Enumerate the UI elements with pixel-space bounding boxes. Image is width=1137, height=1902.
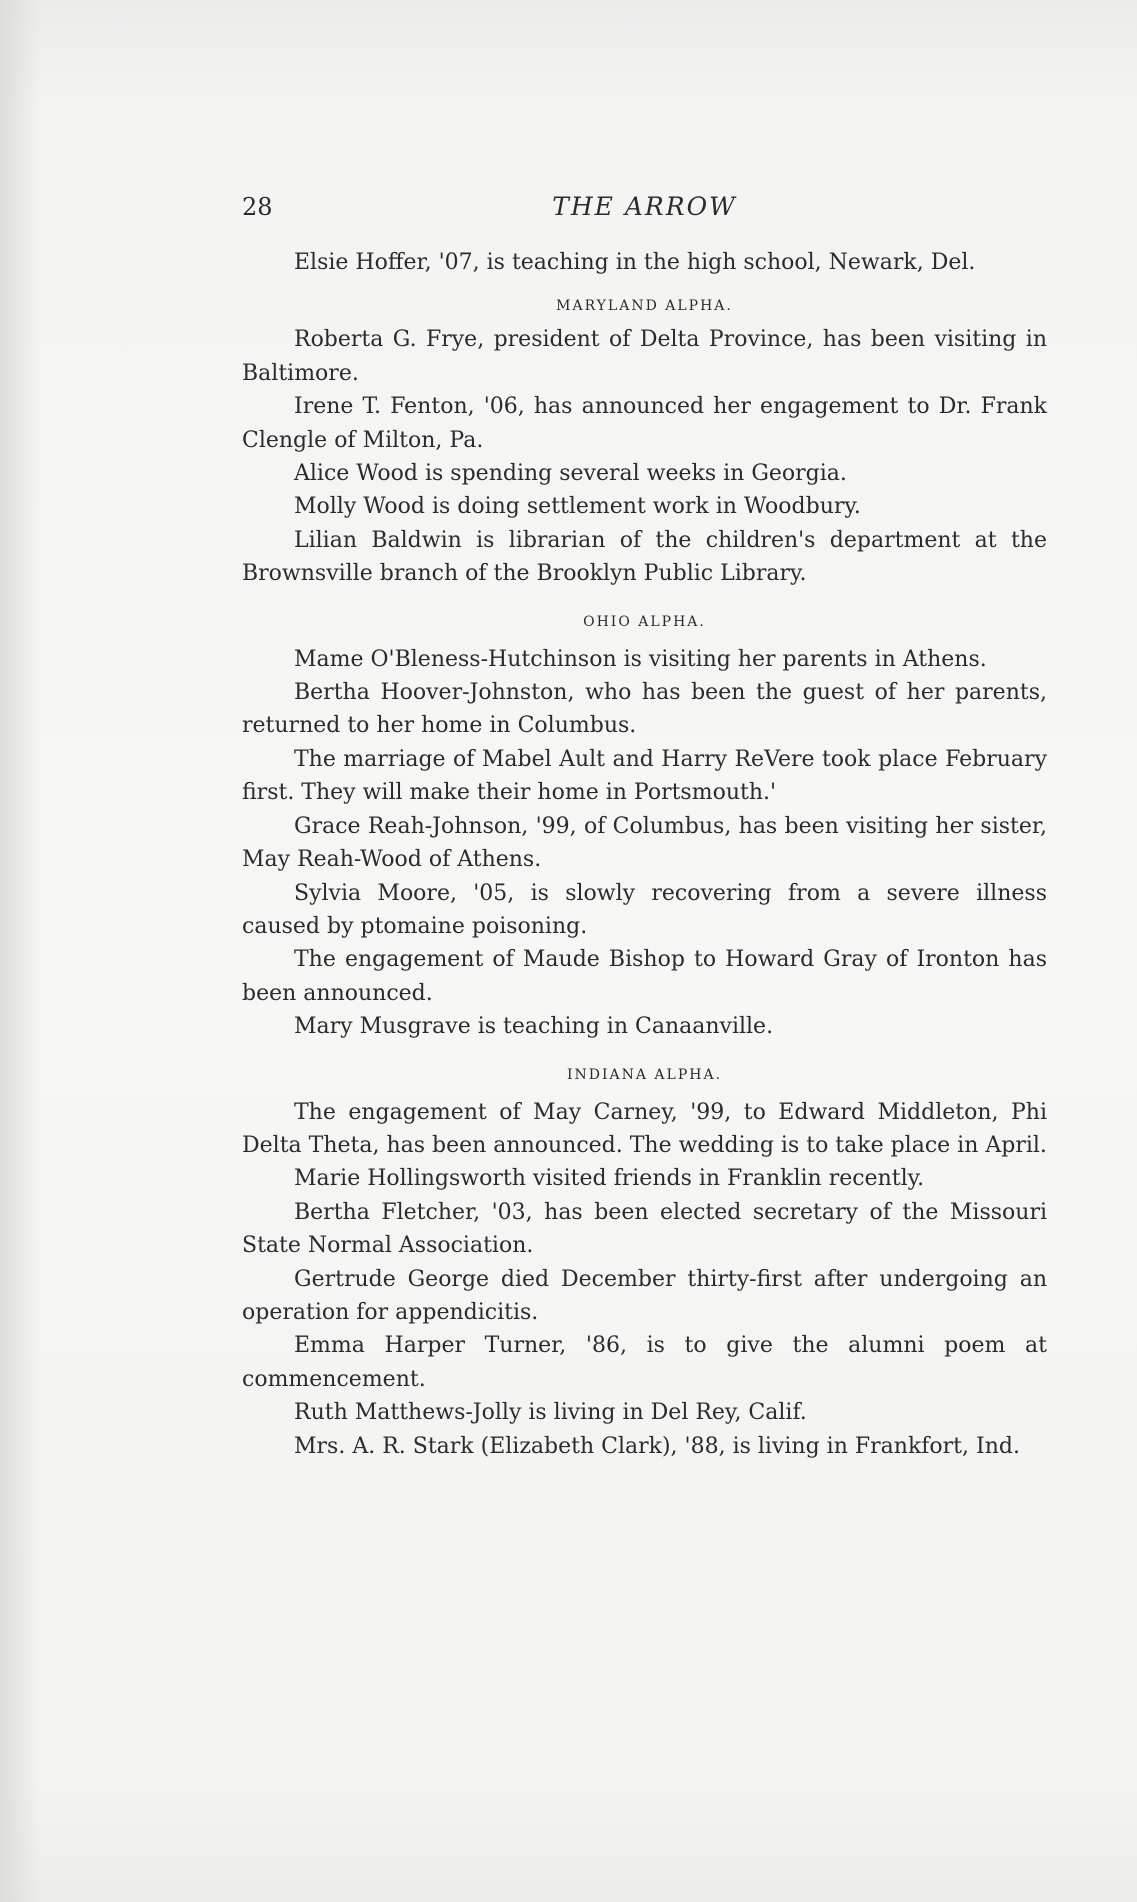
paragraph: Marie Hollingsworth visited friends in Franklin recently. [294,1166,925,1192]
paragraph: Emma Harper Turner, '86, is to give the alumni poem at commencement. [242,1333,1047,1392]
paragraph: Mary Musgrave is teaching in Canaanville. [294,1014,774,1040]
section-indiana-alpha [242,1044,1047,1463]
section-heading: OHIO ALPHA. [583,613,706,630]
section-maryland-alpha [242,279,1047,590]
paragraph: Elsie Hoffer, '07, is teaching in the high school, Newark, Del. [294,250,976,275]
paragraph: Lilian Baldwin is librarian of the children's department at the Brownsville branch of the Brooklyn Public Library. [242,527,1047,587]
paragraph: Gertrude George died December thirty-first after undergoing an operation for appendicitis. [242,1266,1047,1325]
paragraph: Alice Wood is spending several weeks in Georgia. [294,461,847,487]
section-heading: INDIANA ALPHA. [566,1066,723,1083]
paragraph: Molly Wood is doing settlement work in Woodbury. [294,494,861,520]
paragraph: The engagement of Maude Bishop to Howard Gray of Ironton has been announced. [242,947,1047,1006]
paragraph: Mame O'Bleness-Hutchinson is visiting her parents in Athens. [294,646,987,672]
paragraph: Irene T. Fenton, '06, has announced her engagement to Dr. Frank Clengle of Milton, Pa. [242,394,1047,453]
paragraph: Bertha Fletcher, '03, has been elected secretary of the Missouri State Normal Association. [242,1199,1047,1259]
section-heading: MARYLAND ALPHA. [556,298,733,315]
paragraph: Mrs. A. R. Stark (Elizabeth Clark), '88, is living in Frankfort, Ind. [294,1433,1020,1459]
page-body [242,246,1047,1463]
paragraph: The engagement of May Carney, '99, to Edward Middleton, Phi Delta Theta, has been announced. The wedding is to take place in April. [242,1099,1047,1158]
paragraph: Roberta G. Frye, president of Delta Province, has been visiting in Baltimore. [242,327,1047,386]
page-number: 28 [242,193,273,221]
paragraph: The marriage of Mabel Ault and Harry ReVere took place February first. They will make their home in Portsmouth.' [242,746,1047,806]
paragraph: Sylvia Moore, '05, is slowly recovering from a severe illness caused by ptomaine poisoning. [242,880,1047,939]
running-title: THE ARROW [552,192,737,221]
paragraph: Ruth Matthews-Jolly is living in Del Rey, Calif. [294,1400,807,1426]
paragraph: Bertha Hoover-Johnston, who has been the guest of her parents, returned to her home in Columbus. [242,680,1047,739]
paragraph: Grace Reah-Johnson, '99, of Columbus, has been visiting her sister, May Reah-Wood of Athens. [242,813,1047,873]
page-header [242,190,1047,230]
section-ohio-alpha [242,591,1047,1044]
